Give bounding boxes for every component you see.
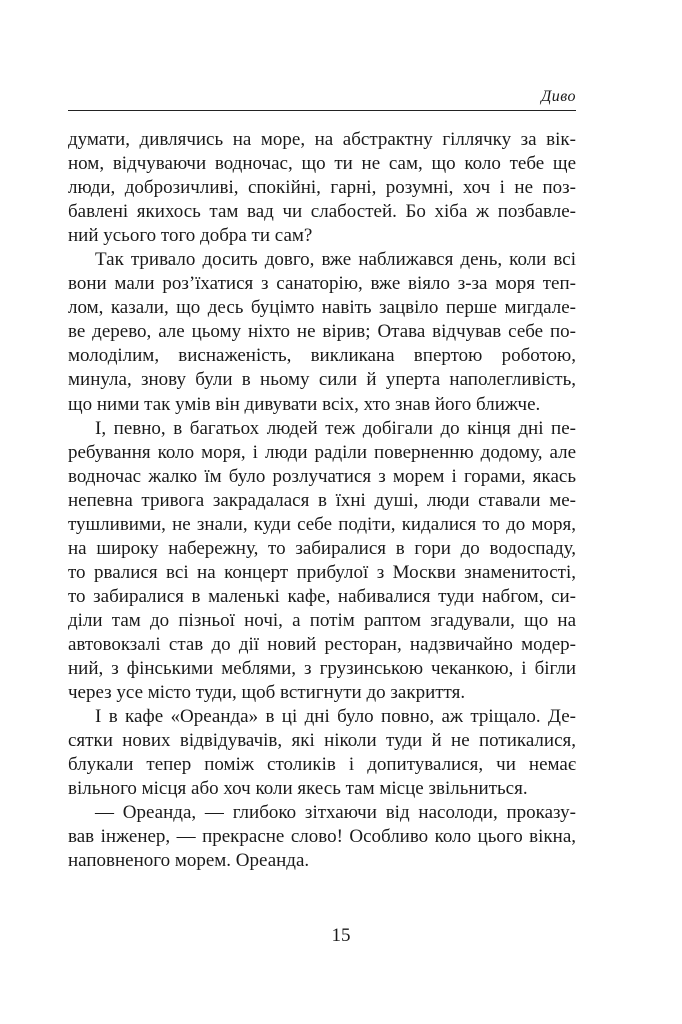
text-line: люди, доброзичливі, спокійні, гарні, розумні, хоч і не поз- <box>68 177 576 199</box>
text-line: то забиралися в маленькі кафе, набивалися туди набгом, си- <box>68 585 576 607</box>
text-line: вав інженер, — прекрасне слово! Особливо коло цього вікна, <box>68 826 576 848</box>
text-line: — Ореанда, — глибоко зітхаючи від насолоди, проказу- <box>95 802 576 824</box>
running-title: Диво <box>541 88 576 105</box>
text-line: вільного місця або хоч коли якесь там місце звільниться. <box>68 778 528 800</box>
text-line: лом, казали, що десь буцімто навіть зацвіло перше мигдале- <box>68 297 576 319</box>
page-body-text <box>68 128 576 873</box>
text-line: автовокзалі став до дії новий ресторан, надзвичайно модер- <box>68 633 576 655</box>
text-line: Так тривало досить довго, вже наближався день, коли всі <box>95 249 576 271</box>
text-line: наповненого морем. Ореанда. <box>68 850 310 872</box>
text-line: на широку набережну, то забиралися в гори до водоспаду, <box>68 537 576 559</box>
text-line: вони мали роз’їхатися з санаторію, вже віяло з-за моря теп- <box>68 273 576 295</box>
text-line: ний усього того добра ти сам? <box>68 225 313 247</box>
text-line: ве дерево, але цьому ніхто не вірив; Отава відчував себе по- <box>68 321 576 343</box>
text-line: бавлені якихось там вад чи слабостей. Бо хіба ж позбавле- <box>68 201 576 223</box>
text-line: ном, відчуваючи водночас, що ти не сам, що коло тебе ще <box>68 153 576 175</box>
text-line: то рвалися всі на концерт прибулої з Москви знаменитості, <box>68 561 576 583</box>
text-line: минула, знову були в ньому сили й уперта наполегливість, <box>68 369 576 391</box>
text-line: водночас жалко їм було розлучатися з морем і горами, якась <box>68 465 576 487</box>
text-line: молоділим, виснаженість, викликана впертою роботою, <box>68 345 576 367</box>
text-line: діли там до пізньої ночі, а потім раптом згадували, що на <box>68 609 576 631</box>
text-line: думати, дивлячись на море, на абстрактну гіллячку за вік- <box>68 129 576 150</box>
text-line: непевна тривога закрадалася в їхні душі, люди ставали ме- <box>68 489 576 511</box>
text-line: через усе місто туди, щоб встигнути до закриття. <box>68 682 466 704</box>
page-number: 15 <box>331 925 351 946</box>
text-line: І, певно, в багатьох людей теж добігали до кінця дні пе- <box>95 417 576 439</box>
running-header <box>68 88 576 111</box>
text-line: ребування коло моря, і люди раділи поверненню додому, але <box>68 441 576 463</box>
text-line: тушливими, не знали, куди себе подіти, кидалися то до моря, <box>68 513 576 535</box>
text-line: ний, з фінськими меблями, з грузинською чеканкою, і бігли <box>68 658 576 680</box>
text-line: І в кафе «Ореанда» в ці дні було повно, аж тріщало. Де- <box>95 706 576 728</box>
text-line: блукали тепер поміж столиків і допитувалися, чи немає <box>68 754 576 776</box>
text-line: що ними так умів він дивувати всіх, хто знав його ближче. <box>68 393 541 415</box>
text-line: сятки нових відвідувачів, які ніколи туди й не потикалися, <box>68 730 576 752</box>
